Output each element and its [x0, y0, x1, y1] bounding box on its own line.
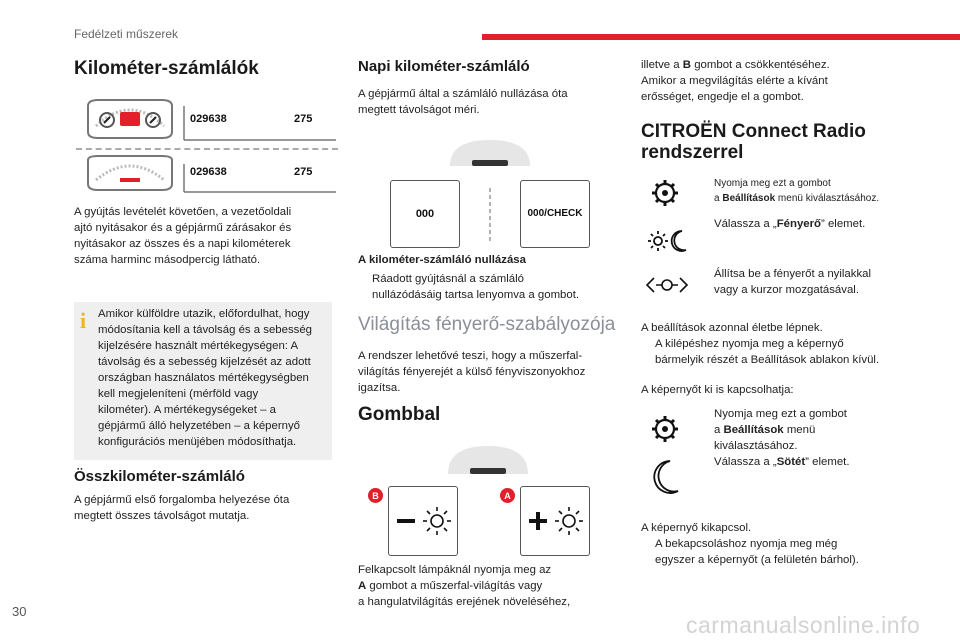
bold-a: A	[358, 580, 367, 592]
text-line: Amikor a megvilágítás elérte a kívánt	[641, 75, 828, 87]
text-span: a	[714, 193, 723, 204]
bold-dark: Sötét	[776, 456, 806, 468]
bullet-marker	[700, 266, 714, 298]
display-before-value: 000	[415, 208, 435, 220]
total-km-value: 029638	[190, 113, 227, 125]
text-line	[714, 216, 865, 232]
dimmer-buttons-illustration	[366, 438, 592, 560]
total-odometer-paragraph	[74, 492, 336, 524]
lighting-dimmer-title: Világítás fényerő-szabályozója	[358, 314, 616, 335]
text-line: A gyújtás levételét követően, a vezetőoldali	[74, 206, 292, 218]
citroen-connect-title	[641, 121, 866, 163]
odometer-illustration-top	[74, 96, 338, 142]
text-line: gépjármű álló helyzetében – a képernyő	[98, 420, 301, 432]
odometer-illustration-bottom	[74, 154, 338, 194]
running-header: Fedélzeti műszerek	[74, 27, 179, 41]
text-span: ” elemet.	[821, 218, 866, 230]
step1-bullet	[700, 176, 910, 206]
lighting-paragraph	[358, 348, 616, 396]
bullet-marker	[641, 536, 655, 568]
text-span: gombot a műszerfal-világítás vagy	[366, 580, 543, 592]
info-icon: i	[80, 308, 87, 333]
odometers-title: Kilométer-számlálók	[74, 58, 259, 79]
dimmer-continued-paragraph	[641, 57, 901, 105]
text-span: Válassza a „	[714, 456, 777, 468]
bullet-marker	[358, 271, 372, 303]
text-span: Válassza a „	[714, 218, 777, 230]
bullet-marker	[700, 406, 714, 454]
info-text	[98, 306, 336, 450]
text-line: kilométer). A mértékegységeket – a	[98, 404, 276, 416]
text-span: ” elemet.	[805, 456, 850, 468]
text-line: Nyomja meg ezt a gombot	[714, 178, 831, 189]
text-line	[714, 454, 849, 470]
page-number: 30	[12, 604, 27, 619]
text-line: módosítania kell a távolság és a sebesség	[98, 324, 313, 336]
text-line: száma harminc másodpercig látható.	[74, 254, 261, 266]
bullet-marker	[700, 454, 714, 470]
with-button-title: Gombbal	[358, 404, 441, 425]
text-line: egyszer a képernyőt (a felületén bárhol).	[655, 554, 859, 566]
text-line: A gépjármű által a számláló nullázása óta	[358, 88, 568, 100]
text-line: Amikor külföldre utazik, előfordulhat, hogy	[98, 308, 310, 320]
brightness-increase-icon	[521, 487, 589, 555]
label-a-badge: A	[500, 488, 515, 503]
reset-bullet	[358, 271, 616, 303]
text-span: a	[714, 424, 724, 436]
text-line	[714, 191, 879, 206]
step3-bullet	[700, 266, 910, 298]
bullet-marker	[700, 216, 714, 232]
screen-off-intro: A képernyőt ki is kapcsolhatja:	[641, 384, 794, 396]
bold-settings: Beállítások	[723, 424, 784, 436]
text-line	[714, 422, 847, 438]
label-b-badge: B	[368, 488, 383, 503]
text-line: bármelyik részét a Beállítások ablakon kívül.	[655, 354, 880, 366]
step5-bullet	[700, 454, 910, 470]
text-line: Ráadott gyújtásnál a számláló	[372, 273, 524, 285]
settings-gear-icon	[648, 412, 682, 451]
slider-arrows-icon	[644, 270, 690, 305]
trip-odometer-paragraph	[358, 86, 608, 118]
text-span: menü	[783, 424, 816, 436]
title-line: rendszerrel	[641, 142, 744, 163]
button-a-plus	[520, 486, 590, 556]
text-line: világítás fényerejét a külső fényviszonyokhoz	[358, 366, 586, 378]
text-line: megtett összes távolságot mutatja.	[74, 510, 250, 522]
dark-moon-icon	[648, 458, 682, 503]
step4-bullet	[700, 406, 910, 454]
bullet-marker	[641, 336, 655, 368]
settings-apply-paragraph: A beállítások azonnal életbe lépnek.	[641, 322, 823, 334]
text-line: kijelzésére használt mértékegységen: A	[98, 340, 299, 352]
text-span: illetve a	[641, 59, 683, 71]
text-line	[358, 578, 616, 594]
settings-gear-icon	[648, 176, 682, 215]
trip-km-value: 275	[294, 113, 313, 125]
text-line: távolság és a sebesség kijelzését az adott	[98, 356, 311, 368]
text-line: A rendszer lehetővé teszi, hogy a műszerfal-	[358, 350, 583, 362]
trip-reset-illustration	[388, 136, 592, 250]
bold-settings: Beállítások	[722, 193, 776, 204]
dashed-separator	[76, 148, 338, 150]
text-line: Felkapcsolt lámpáknál nyomja meg az	[358, 564, 552, 576]
screen-off-paragraph: A képernyő kikapcsol.	[641, 522, 752, 534]
odometer-paragraph	[74, 204, 336, 268]
trip-odometer-title: Napi kilométer-számláló	[358, 58, 530, 75]
text-line: országban használatos mértékegységben	[98, 372, 309, 384]
text-line: vagy a kurzor mozgatásával.	[714, 284, 859, 296]
text-line: a hangulatvilágítás erejének növeléséhez,	[358, 596, 571, 608]
text-line: nullázódásáig tartsa lenyomva a gombot.	[372, 289, 580, 301]
title-line: CITROËN Connect Radio	[641, 121, 866, 142]
text-line: A kilépéshez nyomja meg a képernyő	[655, 338, 844, 350]
total-km-value: 029638	[190, 166, 227, 178]
text-line: ajtó nyitásakor és a gépjármű zárásakor és	[74, 222, 292, 234]
trip-km-value: 275	[294, 166, 313, 178]
text-line: nyitásakor az összes és a napi kilométerek	[74, 238, 291, 250]
display-after-value: 000/CHECK	[527, 208, 583, 219]
brightness-decrease-icon	[389, 487, 457, 555]
text-line: A bekapcsoláshoz nyomja meg még	[655, 538, 838, 550]
total-odometer-title: Összkilométer-számláló	[74, 468, 245, 485]
button-b-minus	[388, 486, 458, 556]
bullet-marker	[700, 176, 714, 206]
text-span: menü kiválasztásához.	[775, 193, 880, 204]
text-line: igazítsa.	[358, 382, 401, 394]
text-line: Nyomja meg ezt a gombot	[714, 408, 847, 420]
step2-bullet	[700, 216, 910, 232]
reset-heading: A kilométer-számláló nullázása	[358, 254, 526, 266]
dimmer-paragraph	[358, 562, 616, 610]
bold-b: B	[682, 59, 692, 71]
watermark: carmanualsonline.info	[686, 612, 921, 638]
text-span: gombot a csökkentéséhez.	[691, 59, 830, 71]
text-line: kiválasztásához.	[714, 440, 798, 452]
brightness-sun-moon-icon	[646, 226, 690, 261]
text-line: megtett távolságot méri.	[358, 104, 480, 116]
bold-brightness: Fényerő	[776, 218, 821, 230]
turn-on-bullet	[641, 536, 916, 568]
header-red-bar	[482, 34, 960, 40]
text-line: kell megjeleníteni (mérföld vagy	[98, 388, 259, 400]
text-line: A gépjármű első forgalomba helyezése óta	[74, 494, 290, 506]
text-line: konfigurációs menüjében módosíthatja.	[98, 436, 297, 448]
exit-bullet	[641, 336, 916, 368]
text-line: Állítsa be a fényerőt a nyilakkal	[714, 268, 872, 280]
text-line	[641, 57, 901, 73]
text-line: erősséget, engedje el a gombot.	[641, 91, 804, 103]
